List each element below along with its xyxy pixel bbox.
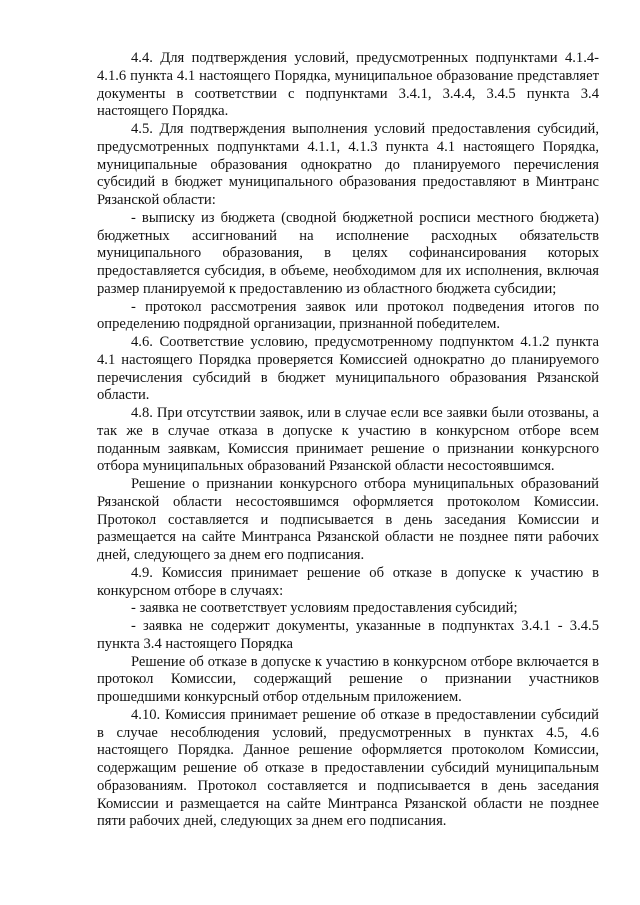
paragraph-4-9: 4.9. Комиссия принимает решение об отказе в допуске к участию в конкурсном отборе в случаях: <box>97 564 599 599</box>
list-item-review-protocol: - протокол рассмотрения заявок или протокол подведения итогов по определению подрядной организации, признанной победителем. <box>97 298 599 333</box>
paragraph-4-4: 4.4. Для подтверждения условий, предусмотренных подпунктами 4.1.4-4.1.6 пункта 4.1 настоящего Порядка, муниципальное образование представляет документы в соответствии с подпунктами 3.4.1, 3.4.4, 3.4.5 пункта 3.4 настоящего Порядка. <box>97 50 599 120</box>
list-item-not-meeting-conditions: - заявка не соответствует условиям предоставления субсидий; <box>131 600 518 617</box>
list-item-missing-documents: - заявка не содержит документы, указанные в подпунктах 3.4.1 - 3.4.5 пункта 3.4 настоящего Порядка <box>97 618 599 652</box>
paragraph-4-5: 4.5. Для подтверждения выполнения условий предоставления субсидий, предусмотренных подпунктами 4.1.1, 4.1.3 пункта 4.1 настоящего Порядка, муниципальные образования однократно до планируемого перечисления субсидий в бюджет муниципального образования предоставляют в Минтранс Рязанской области: <box>97 121 599 208</box>
paragraph-refusal-decision: Решение об отказе в допуске к участию в конкурсном отборе включается в протокол Комиссии, содержащий решение о признании участников прошедшими конкурсный отбор отдельным приложением. <box>97 653 599 705</box>
paragraph-4-6: 4.6. Соответствие условию, предусмотренному подпунктом 4.1.2 пункта 4.1 настоящего Порядка проверяется Комиссией однократно до планируемого перечисления субсидий в бюджет муниципального образования Рязанской области. <box>97 334 599 404</box>
paragraph-4-8: 4.8. При отсутствии заявок, или в случае если все заявки были отозваны, а так же в случае отказа в допуске к участию в конкурсном отборе всем поданным заявкам, Комиссия принимает решение о признании конкурсного отбора муниципальных образований Рязанской области несостоявшимся. <box>97 405 599 475</box>
paragraph-4-10: 4.10. Комиссия принимает решение об отказе в предоставлении субсидий в случае несоблюдения условий, предусмотренных в пунктах 4.5, 4.6 настоящего Порядка. Данное решение оформляется протоколом Комиссии, содержащим решение об отказе в предоставлении субсидий муниципальным образованиям. Протокол составляется и подписывается в день заседания Комиссии и размещается на сайте Минтранса Рязанской области не позднее пяти рабочих дней, следующих за днем его подписания. <box>97 706 599 830</box>
document-page <box>97 50 599 831</box>
paragraph-decision-failed-selection: Решение о признании конкурсного отбора муниципальных образований Рязанской области несостоявшимся оформляется протоколом Комиссии. Протокол составляется и подписывается в день заседания Комиссии и размещается на сайте Минтранса Рязанской области не позднее пяти рабочих дней, следующего за днем его подписания. <box>97 476 599 563</box>
list-item-budget-extract: - выписку из бюджета (сводной бюджетной росписи местного бюджета) бюджетных ассигнований на исполнение расходных обязательств муниципального образования, в целях софинансирования которых предоставляется субсидия, в объеме, необходимом для их исполнения, включая размер планируемой к предоставлению из областного бюджета субсидии; <box>97 209 599 297</box>
